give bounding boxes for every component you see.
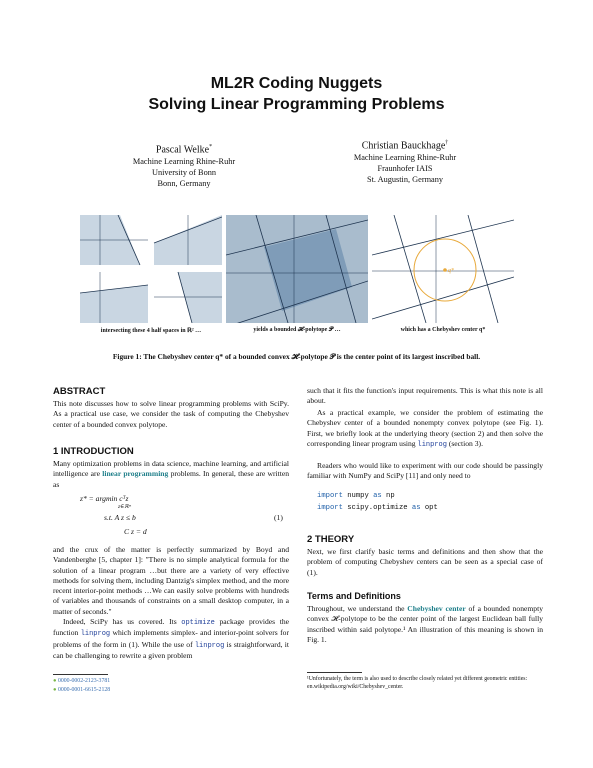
author-mark: *	[209, 144, 213, 150]
figure-half-spaces	[80, 215, 222, 323]
equation-line-2: s.t. A z ≤ b	[104, 513, 136, 522]
author-affiliation: University of Bonn	[151, 168, 217, 178]
subcaption-3: which has a Chebyshev center q*	[400, 327, 486, 333]
terms-text: of a bounded nonempty convex 𝓗-polytope to be the center point of the largest Euclidean ball fully inscribed within said polytope.¹ An illustration of this meaning is shown in Fig. 1.	[307, 604, 543, 644]
equation-number: (1)	[274, 513, 283, 522]
code-keyword: as	[411, 504, 421, 512]
intro-paragraph-2: and the crux of the matter is perfectly summarized by Boyd and Vandenberghe [5, chapter 1]: "There is no simple analytical formula for the solution of a linear program …but there are a variety of very effective methods for solving them, including Dantzig's simplex method, and the more recent interior-point methods …We can easily solve problems with hundreds of variables and thousands of constraints on a small desktop computer, in a matter of seconds."	[53, 545, 289, 616]
intro-text: package provides the function	[53, 617, 289, 638]
subcaption-2: yields a bounded 𝓗-polytope 𝒫 …	[253, 327, 341, 333]
right-paragraph-3: Readers who would like to experiment with our code should be passingly familiar with NumPy and SciPy [11] and only need to	[307, 461, 543, 481]
orcid-2[interactable]: ● 0000-0001-6615-2128	[53, 687, 111, 693]
author-affiliation: Bonn, Germany	[157, 179, 211, 189]
code-keyword: as	[373, 492, 382, 500]
code-linprog: linprog	[417, 440, 447, 449]
equation-subscript: z∈ℝᵐ	[118, 504, 131, 510]
theory-text: Next, we first clarify basic terms and definitions and then show that the problem of computing Chebyshev centers can be seen as a special case of (1).	[307, 547, 543, 577]
author-2	[305, 137, 505, 185]
abstract-heading: ABSTRACT	[53, 386, 106, 397]
orcid-id[interactable]: 0000-0002-2123-3781	[57, 678, 111, 684]
abstract-text: This note discusses how to solve linear programming problems with SciPy. As a practical use case, we consider the task of computing the Chebyshev center of a bounded convex polytope.	[53, 399, 289, 429]
author-affiliation: Machine Learning Rhine-Ruhr	[132, 157, 236, 167]
figure-polytope	[226, 215, 368, 323]
footnote-rule	[53, 674, 108, 675]
chebyshev-center-point	[443, 268, 447, 272]
right-paragraph-2	[307, 408, 543, 450]
footnote-1: ¹Unfortunately, the term is also used to describe closely related yet different geometric entities: en.wikipedia.org/wiki/Chebyshev_center.	[307, 676, 528, 690]
code-text: np	[381, 492, 395, 500]
code-keyword: import	[317, 492, 343, 500]
code-text: scipy.optimize	[342, 504, 412, 512]
figure-chebyshev-center	[372, 215, 514, 323]
author-name: Pascal Welke	[155, 144, 210, 156]
code-line-1	[317, 491, 395, 502]
code-text: numpy	[342, 492, 374, 500]
code-line-2	[317, 503, 438, 514]
intro-text: is straightforward, it can be challenging to rewrite a given problem	[53, 639, 289, 660]
code-linprog: linprog	[194, 641, 225, 650]
equation-line-3: C z = d	[124, 527, 147, 536]
code-linprog: linprog	[80, 630, 111, 639]
intro-text: Many optimization problems in data science, machine learning, and artificial intelligence are	[53, 459, 289, 479]
link-linear-programming[interactable]: linear programming	[102, 469, 169, 479]
chebyshev-center-label: q*	[448, 268, 454, 274]
paper-title-line1: ML2R Coding Nuggets	[210, 75, 383, 92]
intro-heading: 1 INTRODUCTION	[53, 446, 134, 457]
intro-text: problems. In general, these are written as	[53, 469, 289, 489]
right-paragraph-1: such that it fits the function's input requirements. This is what this note is all about.	[307, 386, 543, 406]
link-chebyshev-center[interactable]: Chebyshev center	[407, 604, 466, 613]
terms-paragraph	[307, 604, 543, 645]
author-affiliation: St. Augustin, Germany	[366, 175, 444, 185]
intro-text: which implements simplex- and interior-point solvers for problems of the form in (1). While the use of	[53, 628, 289, 649]
author-1	[84, 141, 284, 189]
author-name: Christian Bauckhage	[361, 140, 446, 152]
subcaption-1: intersecting these 4 half spaces in ℝ² …	[100, 328, 202, 334]
right-text: (section 3).	[446, 438, 483, 448]
code-optimize: optimize	[181, 619, 215, 627]
equation-line-1: z* = argmin cᵀz	[80, 494, 129, 503]
code-keyword: import	[317, 504, 343, 512]
intro-paragraph-1	[53, 459, 289, 490]
theory-heading: 2 THEORY	[307, 534, 355, 545]
right-text: As a practical example, we consider the problem of estimating the Chebyshev center of a bounded nonempty convex polytope (see Fig. 1). First, we briefly look at the underlying theory (section 2) and then solve the corresponding linear program using	[307, 408, 543, 448]
orcid-1[interactable]: ● 0000-0002-2123-3781	[53, 678, 111, 684]
paper-title-line2: Solving Linear Programming Problems	[148, 96, 445, 113]
figure-caption: Figure 1: The Chebyshev center q* of a bounded convex 𝓗-polytope 𝒫 is the center point of its largest inscribed ball.	[112, 352, 481, 361]
intro-paragraph-3	[53, 617, 289, 661]
author-affiliation: Fraunhofer IAIS	[377, 164, 433, 174]
footnote-rule	[307, 672, 362, 673]
orcid-id[interactable]: 0000-0001-6615-2128	[57, 687, 111, 693]
author-affiliation: Machine Learning Rhine-Ruhr	[353, 153, 457, 163]
author-mark: †	[445, 140, 449, 146]
code-text: opt	[420, 504, 438, 512]
intro-text: Indeed, SciPy has us covered. Its	[63, 617, 182, 626]
terms-text: Throughout, we understand the	[307, 604, 408, 613]
terms-heading: Terms and Definitions	[307, 591, 401, 601]
